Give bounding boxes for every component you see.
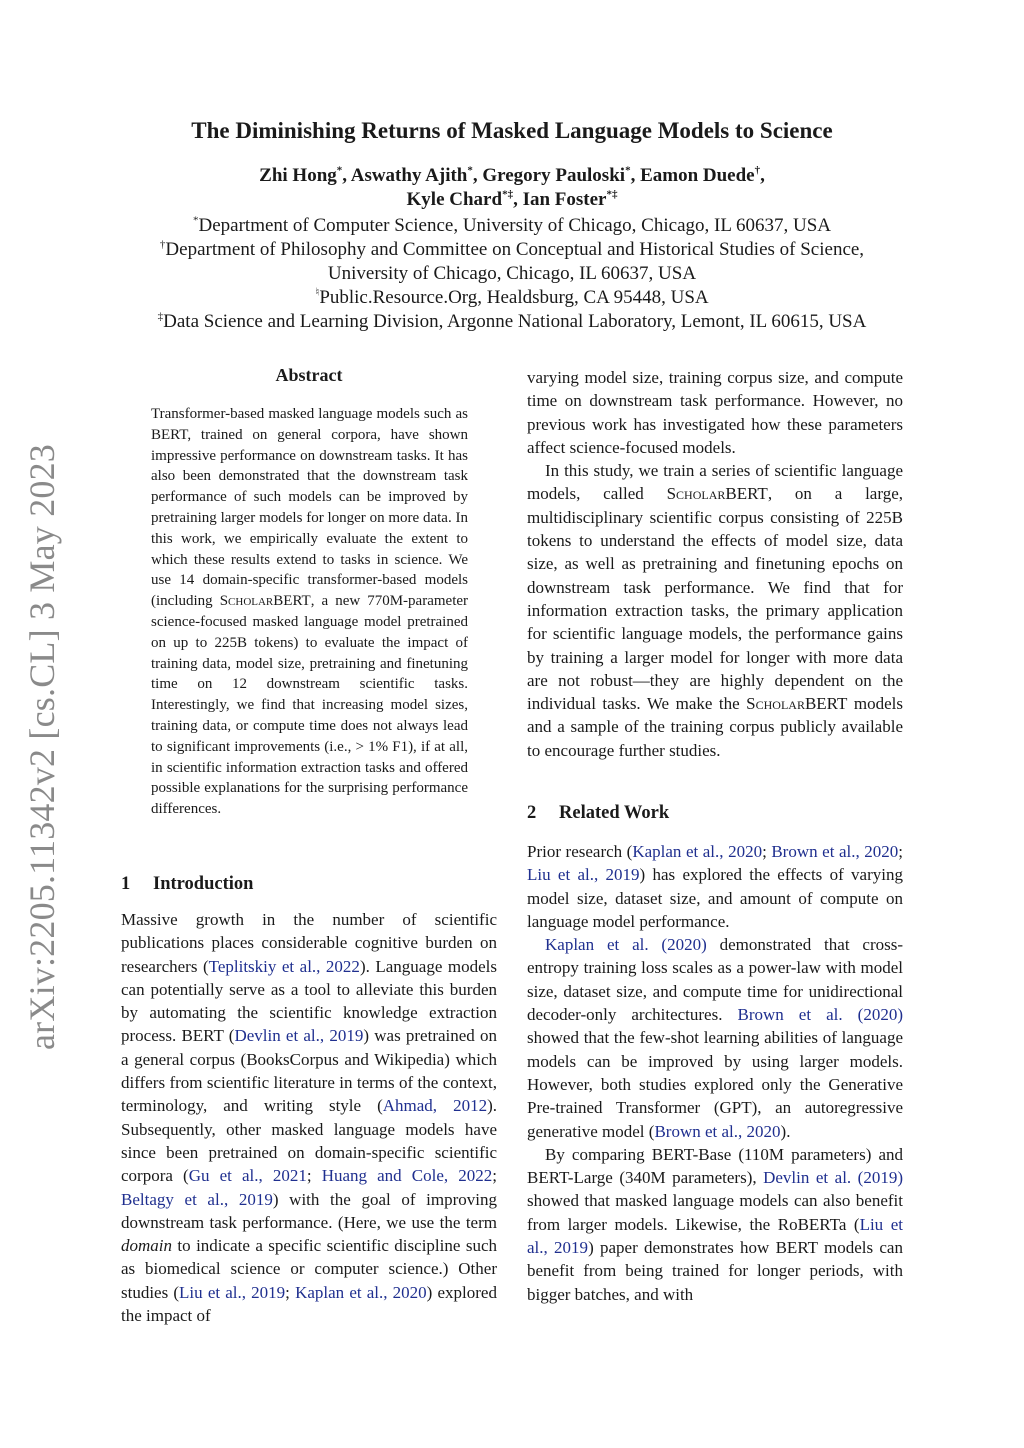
body-text: ; [898,842,903,861]
intro-paragraph: varying model size, training corpus size, and compute time on downstream task performance. However, no previous work has investigated how these parameters affect science-focused models. [527,368,903,457]
body-text: Prior research ( [527,842,633,861]
intro-paragraph [121,908,497,1327]
author-name: Aswathy Ajith [350,165,468,186]
model-name: ScholarBERT [666,484,768,504]
citation-link[interactable]: Gu et al., 2021 [188,1166,307,1186]
emphasis: domain [121,1236,172,1256]
paper-title: The Diminishing Returns of Masked Language Models to Science [191,118,833,143]
affiliation-text: Data Science and Learning Division, Argonne National Laboratory, Lemont, IL 60615, USA [163,311,867,332]
author-list [0,164,1024,212]
body-text: ; [285,1282,296,1302]
body-text: In this study, we train a series of scientific language models, called [527,461,903,504]
affiliation-mark: ♮ [315,286,320,299]
affiliation-text: Public.Resource.Org, Healdsburg, CA 95448, USA [319,287,709,308]
citation-link[interactable]: Brown et al., 2020 [654,1121,781,1141]
citation-link[interactable]: Brown et al., 2020 [771,842,899,861]
section-heading-introduction [121,874,253,895]
body-text: models and a sample of the training corpus publicly available to encourage further studies. [527,694,903,760]
affiliation-text: Department of Philosophy and Committee on Conceptual and Historical Studies of Science, [165,239,865,260]
affiliation-text: University of Chicago, Chicago, IL 60637, USA [327,263,697,284]
affiliation-2-cont [0,262,1024,286]
body-text: ). [780,1121,791,1141]
model-name: ScholarBERT [219,593,311,610]
citation-link[interactable]: Teplitskiy et al., 2022 [208,956,360,976]
body-text: showed that the few-shot learning abilities of language models can be improved by using larger models. However, both studies explored only the Generative Pre-trained Transformer (GPT), an autoregressive generative model ( [527,1028,903,1141]
abstract-paragraph [151,404,468,820]
abstract-text: Transformer-based masked language models such as BERT, trained on general corpora, have shown impressive performance on downstream tasks. It has also been demonstrated that the downstream task performance of such models can be improved by pretraining larger models for longer on more data. In this work, we empirically evaluate the extent to which these results extend to tasks in science. We use 14 domain-specific transformer-based models (including [151,406,468,610]
citation-link[interactable]: Brown et al. (2020) [737,1005,903,1025]
affiliations [0,214,1024,334]
citation-link[interactable]: Huang and Cole, 2022 [321,1166,493,1186]
intro-paragraph [527,459,903,762]
section-heading-related-work [527,803,669,824]
author-name: Zhi Hong [259,165,337,186]
body-text: ; [762,842,772,861]
citation-link[interactable]: Ahmad, 2012 [382,1096,488,1116]
section-number: 2 [527,803,537,823]
body-text: Massive growth in the number of scientific publications places considerable cognitive burden on researchers ( [121,910,497,976]
section-number: 1 [121,874,131,894]
author-line-1: Zhi Hong*, Aswathy Ajith*, Gregory Pauloski*, Eamon Duede†, [259,164,765,186]
affiliation-mark: † [159,238,166,251]
body-text: , on a large, multidisciplinary scientific corpus consisting of 225B tokens to understand the effects of model size, data size, as well as pretraining and finetuning epochs on downstream task performance. We find that for information extraction tasks, the primary application for scientific language models, the performance gains by training a larger model for longer with more data are not robust—they are highly dependent on the individual tasks. We make the [527,484,903,714]
body-text: to indicate a specific scientific discipline such as biomedical science or computer science.) Other studies ( [121,1236,497,1302]
affiliation-text: Department of Computer Science, University of Chicago, Chicago, IL 60637, USA [198,215,831,236]
citation-link[interactable]: Liu et al., 2019 [527,865,640,885]
author-line-2: Kyle Chard*‡, Ian Foster*‡ [406,188,618,210]
citation-link[interactable]: Kaplan et al. (2020) [545,935,707,955]
body-text: ) with the goal of improving downstream task performance. (Here, we use the term [121,1189,497,1232]
body-text: ). Language models can potentially serve as a tool to alleviate this burden by automating the scientific knowledge extraction process. BERT ( [121,956,497,1046]
body-text: showed that masked language models can also benefit from larger models. Likewise, the RoBERTa ( [527,1191,903,1234]
arxiv-identifier: arXiv:2205.11342v2 [cs.CL] 3 May 2023 [22,444,62,1050]
author-mark: *‡ [606,188,618,201]
citation-link[interactable]: Liu et al., 2019 [527,1214,903,1258]
section-title: Related Work [559,803,670,823]
body-text: ) was pretrained on a general corpus (BooksCorpus and Wikipedia) which differs from scientific literature in terms of the context, terminology, and writing style ( [121,1026,497,1116]
related-paragraph [527,933,903,1143]
author-mark: * [625,164,631,177]
affiliation-3 [0,286,1024,310]
body-text: ; [306,1166,322,1186]
related-work-body [527,840,903,1306]
body-text: demonstrated that cross-entropy training loss scales as a power-law with model size, dataset size, and compute time for unidirectional decoder-only architectures. [527,935,903,1025]
author-mark: † [754,164,761,177]
affiliation-mark: ‡ [157,310,164,323]
author-name: Gregory Pauloski [482,165,626,186]
citation-link[interactable]: Beltagy et al., 2019 [121,1189,273,1209]
body-text: ) paper demonstrates how BERT models can benefit from being trained for longer periods, with bigger batches, and with [527,1238,903,1304]
citation-link[interactable]: Kaplan et al., 2020 [632,842,763,861]
citation-link[interactable]: Devlin et al. (2019) [763,1168,903,1188]
introduction-body [121,908,497,1327]
body-text: ). Subsequently, other masked language models have since been pretrained on domain-specific scientific corpora ( [121,1096,498,1186]
model-name: ScholarBERT [746,694,848,714]
affiliation-mark: * [193,214,199,227]
body-text: ; [492,1166,497,1186]
author-name: Eamon Duede [640,165,755,186]
related-paragraph [527,1143,903,1306]
author-mark: * [336,164,343,177]
introduction-continued [527,366,903,762]
affiliation-1 [0,214,1024,238]
affiliation-4 [0,310,1024,334]
abstract-heading: Abstract [275,365,343,385]
author-mark: * [467,164,473,177]
citation-link[interactable]: Kaplan et al., 2020 [295,1282,427,1302]
author-name: Ian Foster [522,189,607,210]
abstract-body [151,404,468,820]
body-text: ) explored the impact of [121,1282,497,1326]
body-text: ) has explored the effects of varying model size, dataset size, and amount of compute on language model performance. [527,865,903,931]
citation-link[interactable]: Devlin et al., 2019 [234,1026,364,1046]
author-mark: *‡ [502,188,514,201]
author-name: Kyle Chard [406,189,503,210]
related-paragraph [527,840,903,933]
abstract-text: , a new 770M-parameter science-focused masked language model pretrained on up to 225B tokens) to evaluate the impact of training data, model size, pretraining and finetuning time on 12 downstream scientific tasks. Interestingly, we find that increasing model sizes, training data, or compute time does not always lead to significant improvements (i.e., > 1% F1), if at all, in scientific information extraction tasks and offered possible explanations for the surprising performance differences. [151,593,469,818]
body-text: By comparing BERT-Base (110M parameters) and BERT-Large (340M parameters), [527,1144,903,1188]
section-title: Introduction [153,874,254,894]
affiliation-2 [0,238,1024,262]
citation-link[interactable]: Liu et al., 2019 [179,1282,286,1302]
